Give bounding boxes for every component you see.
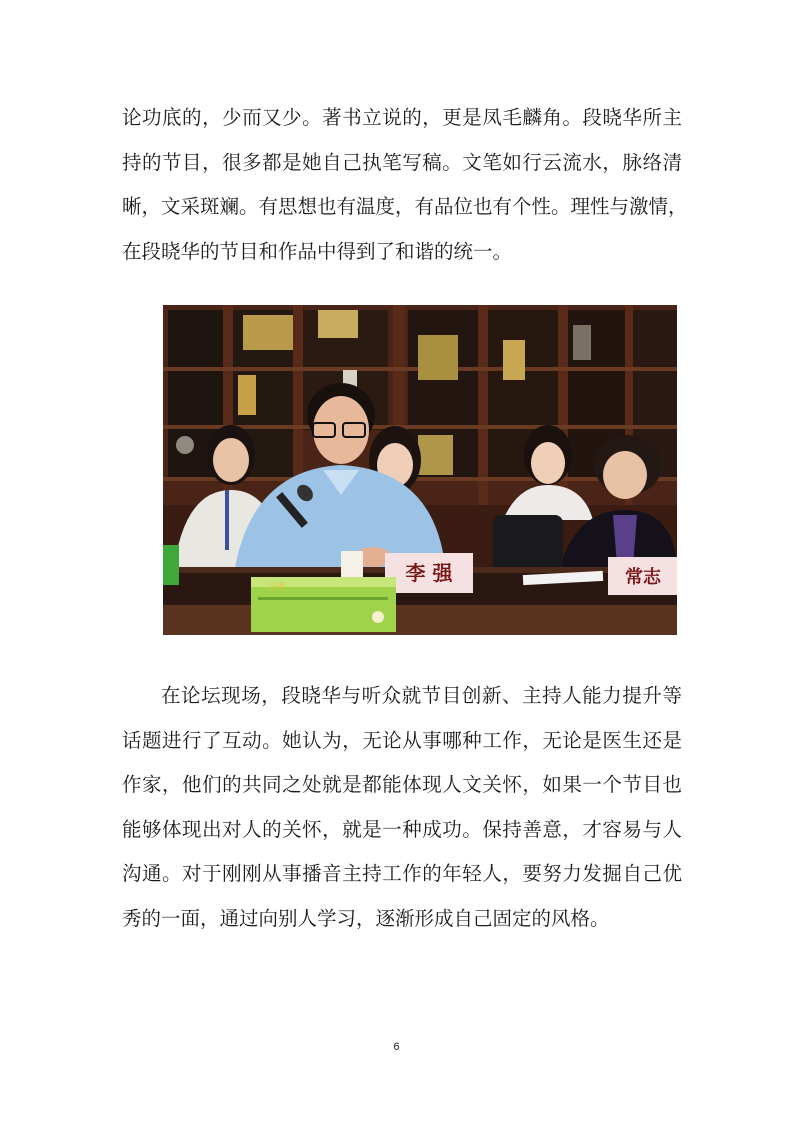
paragraph-line: 论功底的，少而又少。著书立说的，更是凤毛麟角。段晓华所主 <box>122 106 682 129</box>
paragraph-line: 持的节目，很多都是她自己执笔写稿。文笔如行云流水，脉络清 <box>122 150 682 174</box>
paragraph-line: 话题进行了互动。她认为，无论从事哪种工作，无论是医生还是 <box>122 728 682 752</box>
nameplate-left: 李 强 <box>405 561 453 585</box>
paragraph-line: 在论坛现场，段晓华与听众就节目创新、主持人能力提升等 <box>161 684 682 707</box>
nameplate-right: 常志 <box>625 567 661 588</box>
paragraph-line: 晰，文采斑斓。有思想也有温度，有品位也有个性。理性与激情， <box>122 195 688 218</box>
body-paragraph-1 <box>122 96 688 274</box>
paragraph-line: 沟通。对于刚刚从事播音主持工作的年轻人，要努力发掘自己优 <box>122 862 682 885</box>
tissue-box-label: 洁柔 <box>269 582 285 591</box>
paragraph-line: 在段晓华的节目和作品中得到了和谐的统一。 <box>122 239 513 263</box>
paragraph-line: 秀的一面，通过向别人学习，逐渐形成自己固定的风格。 <box>122 906 610 930</box>
paragraph-line: 作家，他们的共同之处就是都能体现人文关怀，如果一个节目也 <box>122 773 682 796</box>
paragraph-line: 能够体现出对人的关怀，就是一种成功。保持善意，才容易与人 <box>122 817 682 841</box>
body-paragraph-2 <box>122 674 682 941</box>
forum-photo <box>163 305 677 635</box>
page-number: 6 <box>393 1041 400 1053</box>
